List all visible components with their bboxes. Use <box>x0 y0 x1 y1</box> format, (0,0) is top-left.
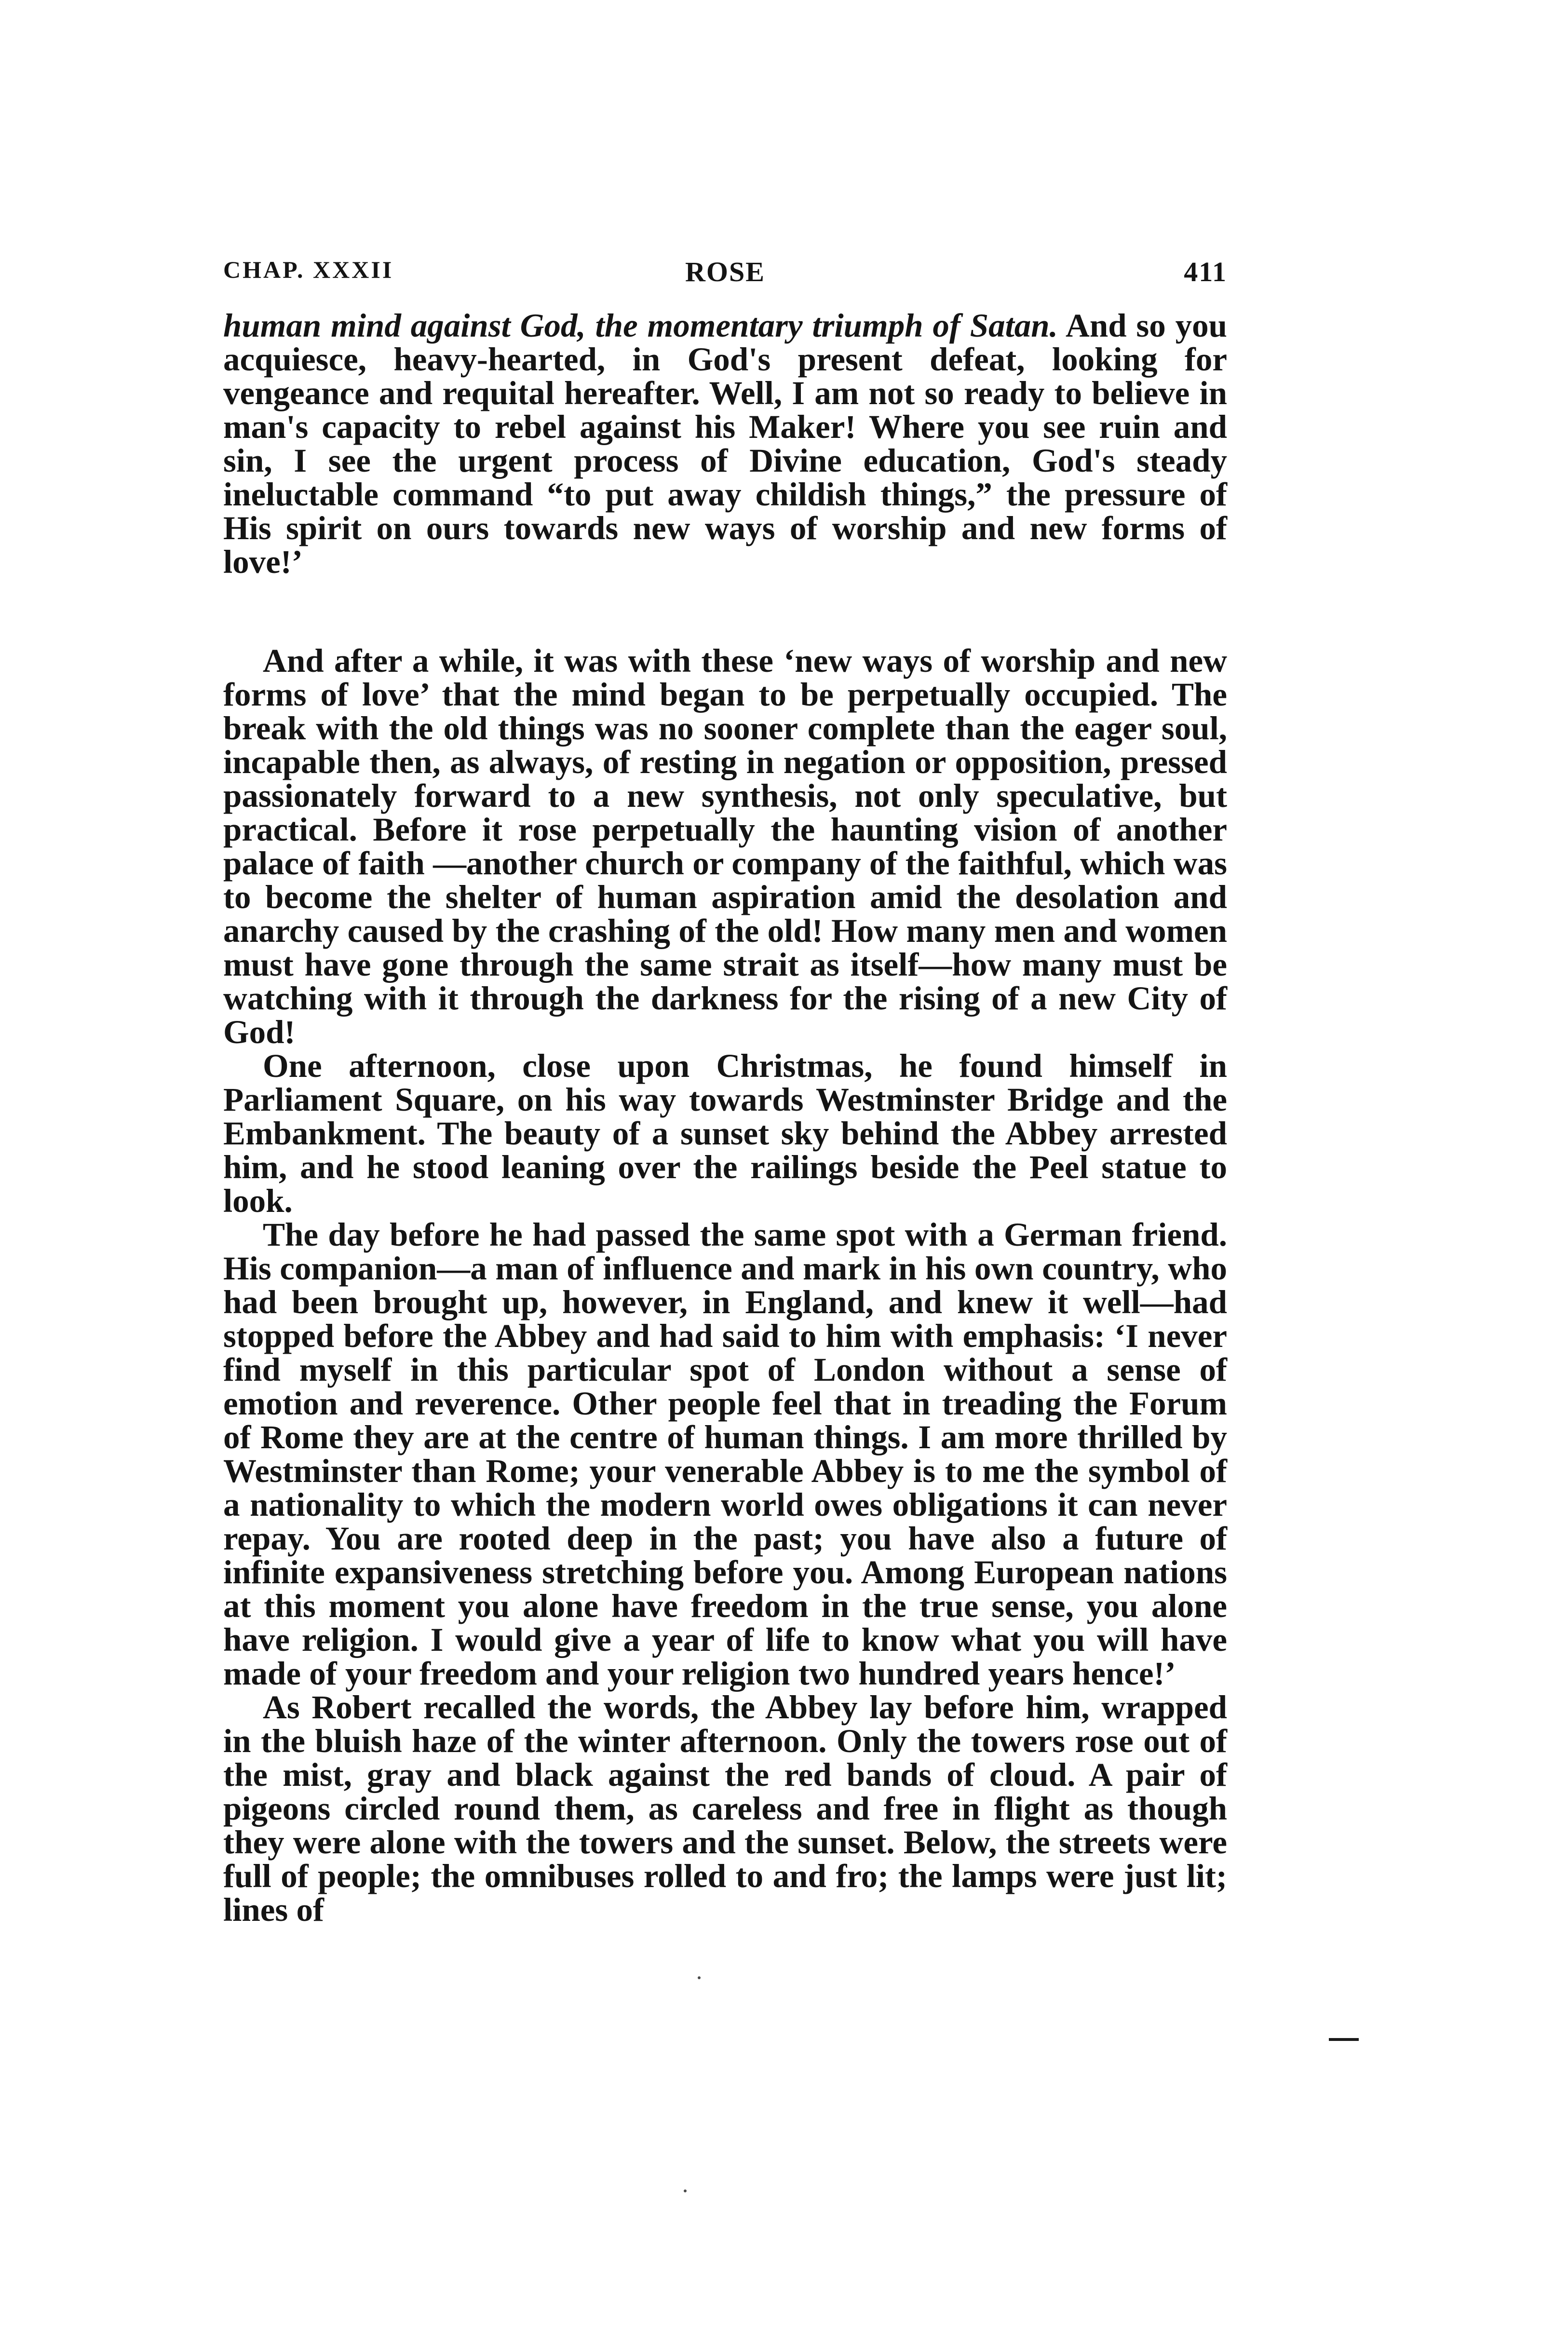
paragraph-text: And so you acquiesce, heavy-hearted, in God's present defeat, looking for vengeance and requital hereafter. Well, I am not so ready to believe in man's capacity to rebel against his Maker! Where you see ruin and sin, I see the urgent process of Divine education, God's steady ineluctable command “to put away childish things,” the pressure of His spirit on ours towards new ways of worship and new forms of love!’ <box>223 307 1228 580</box>
paragraph-text: As Robert recalled the words, the Abbey lay before him, wrapped in the bluish haze of the winter afternoon. Only the towers rose out of the mist, gray and black against the red bands of cloud. A pair of pigeons circled round them, as careless and free in flight as though they were alone with the towers and the sunset. Below, the streets were full of people; the omnibuses rolled to and fro; the lamps were just lit; lines of <box>223 1689 1227 1928</box>
paragraph <box>223 1049 1227 1218</box>
paragraph-text: And after a while, it was with these ‘new ways of worship and new forms of love’ that the mind began to be perpetually occupied. The break with the old things was no sooner complete than the eager soul, incapable then, as always, of resting in negation or opposition, pressed passionately forward to a new synthesis, not only speculative, but practical. Before it rose perpetually the haunting vision of another palace of faith —another church or company of the faithful, which was to become the shelter of human aspiration amid the desolation and anarchy caused by the crashing of the old! How many men and women must have gone through the same strait as itself—how many must be watching with it through the darkness for the rising of a new City of God! <box>223 642 1227 1050</box>
paragraph-continuation <box>223 309 1227 579</box>
chapter-label: CHAP. XXXII <box>223 256 394 283</box>
page-number: 411 <box>1184 256 1227 287</box>
print-speck <box>698 1976 701 1979</box>
margin-dash-mark <box>1329 2038 1359 2041</box>
paragraph <box>223 1218 1227 1690</box>
paragraph-text: The day before he had passed the same spot with a German friend. His companion—a man of influence and mark in his own country, who had been brought up, however, in England, and knew it well—had stopped before the Abbey and had said to him with emphasis: ‘I never find myself in this particular spot of London without a sense of emotion and reverence. Other people feel that in treading the Forum of Rome they are at the centre of human things. I am more thrilled by Westminster than Rome; your venerable Abbey is to me the symbol of a nationality to which the modern world owes obligations it can never repay. You are rooted deep in the past; you have also a future of infinite expansiveness stretching before you. Among European nations at this moment you alone have freedom in the true sense, you alone have religion. I would give a year of life to know what you will have made of your freedom and your religion two hundred years hence!’ <box>223 1216 1227 1692</box>
page-body <box>223 309 1227 1927</box>
running-title: ROSE <box>685 256 765 287</box>
paragraph <box>223 1690 1227 1927</box>
paragraph <box>223 644 1227 1049</box>
paragraph-text: One afternoon, close upon Christmas, he found himself in Parliament Square, on his way towards Westminster Bridge and the Embankment. The beauty of a sunset sky behind the Abbey arrested him, and he stood leaning over the railings beside the Peel statue to look. <box>223 1047 1227 1219</box>
print-speck <box>684 2189 687 2192</box>
italic-lead: human mind against God, the momentary triumph of Satan. <box>223 307 1058 344</box>
running-header <box>223 256 1227 299</box>
